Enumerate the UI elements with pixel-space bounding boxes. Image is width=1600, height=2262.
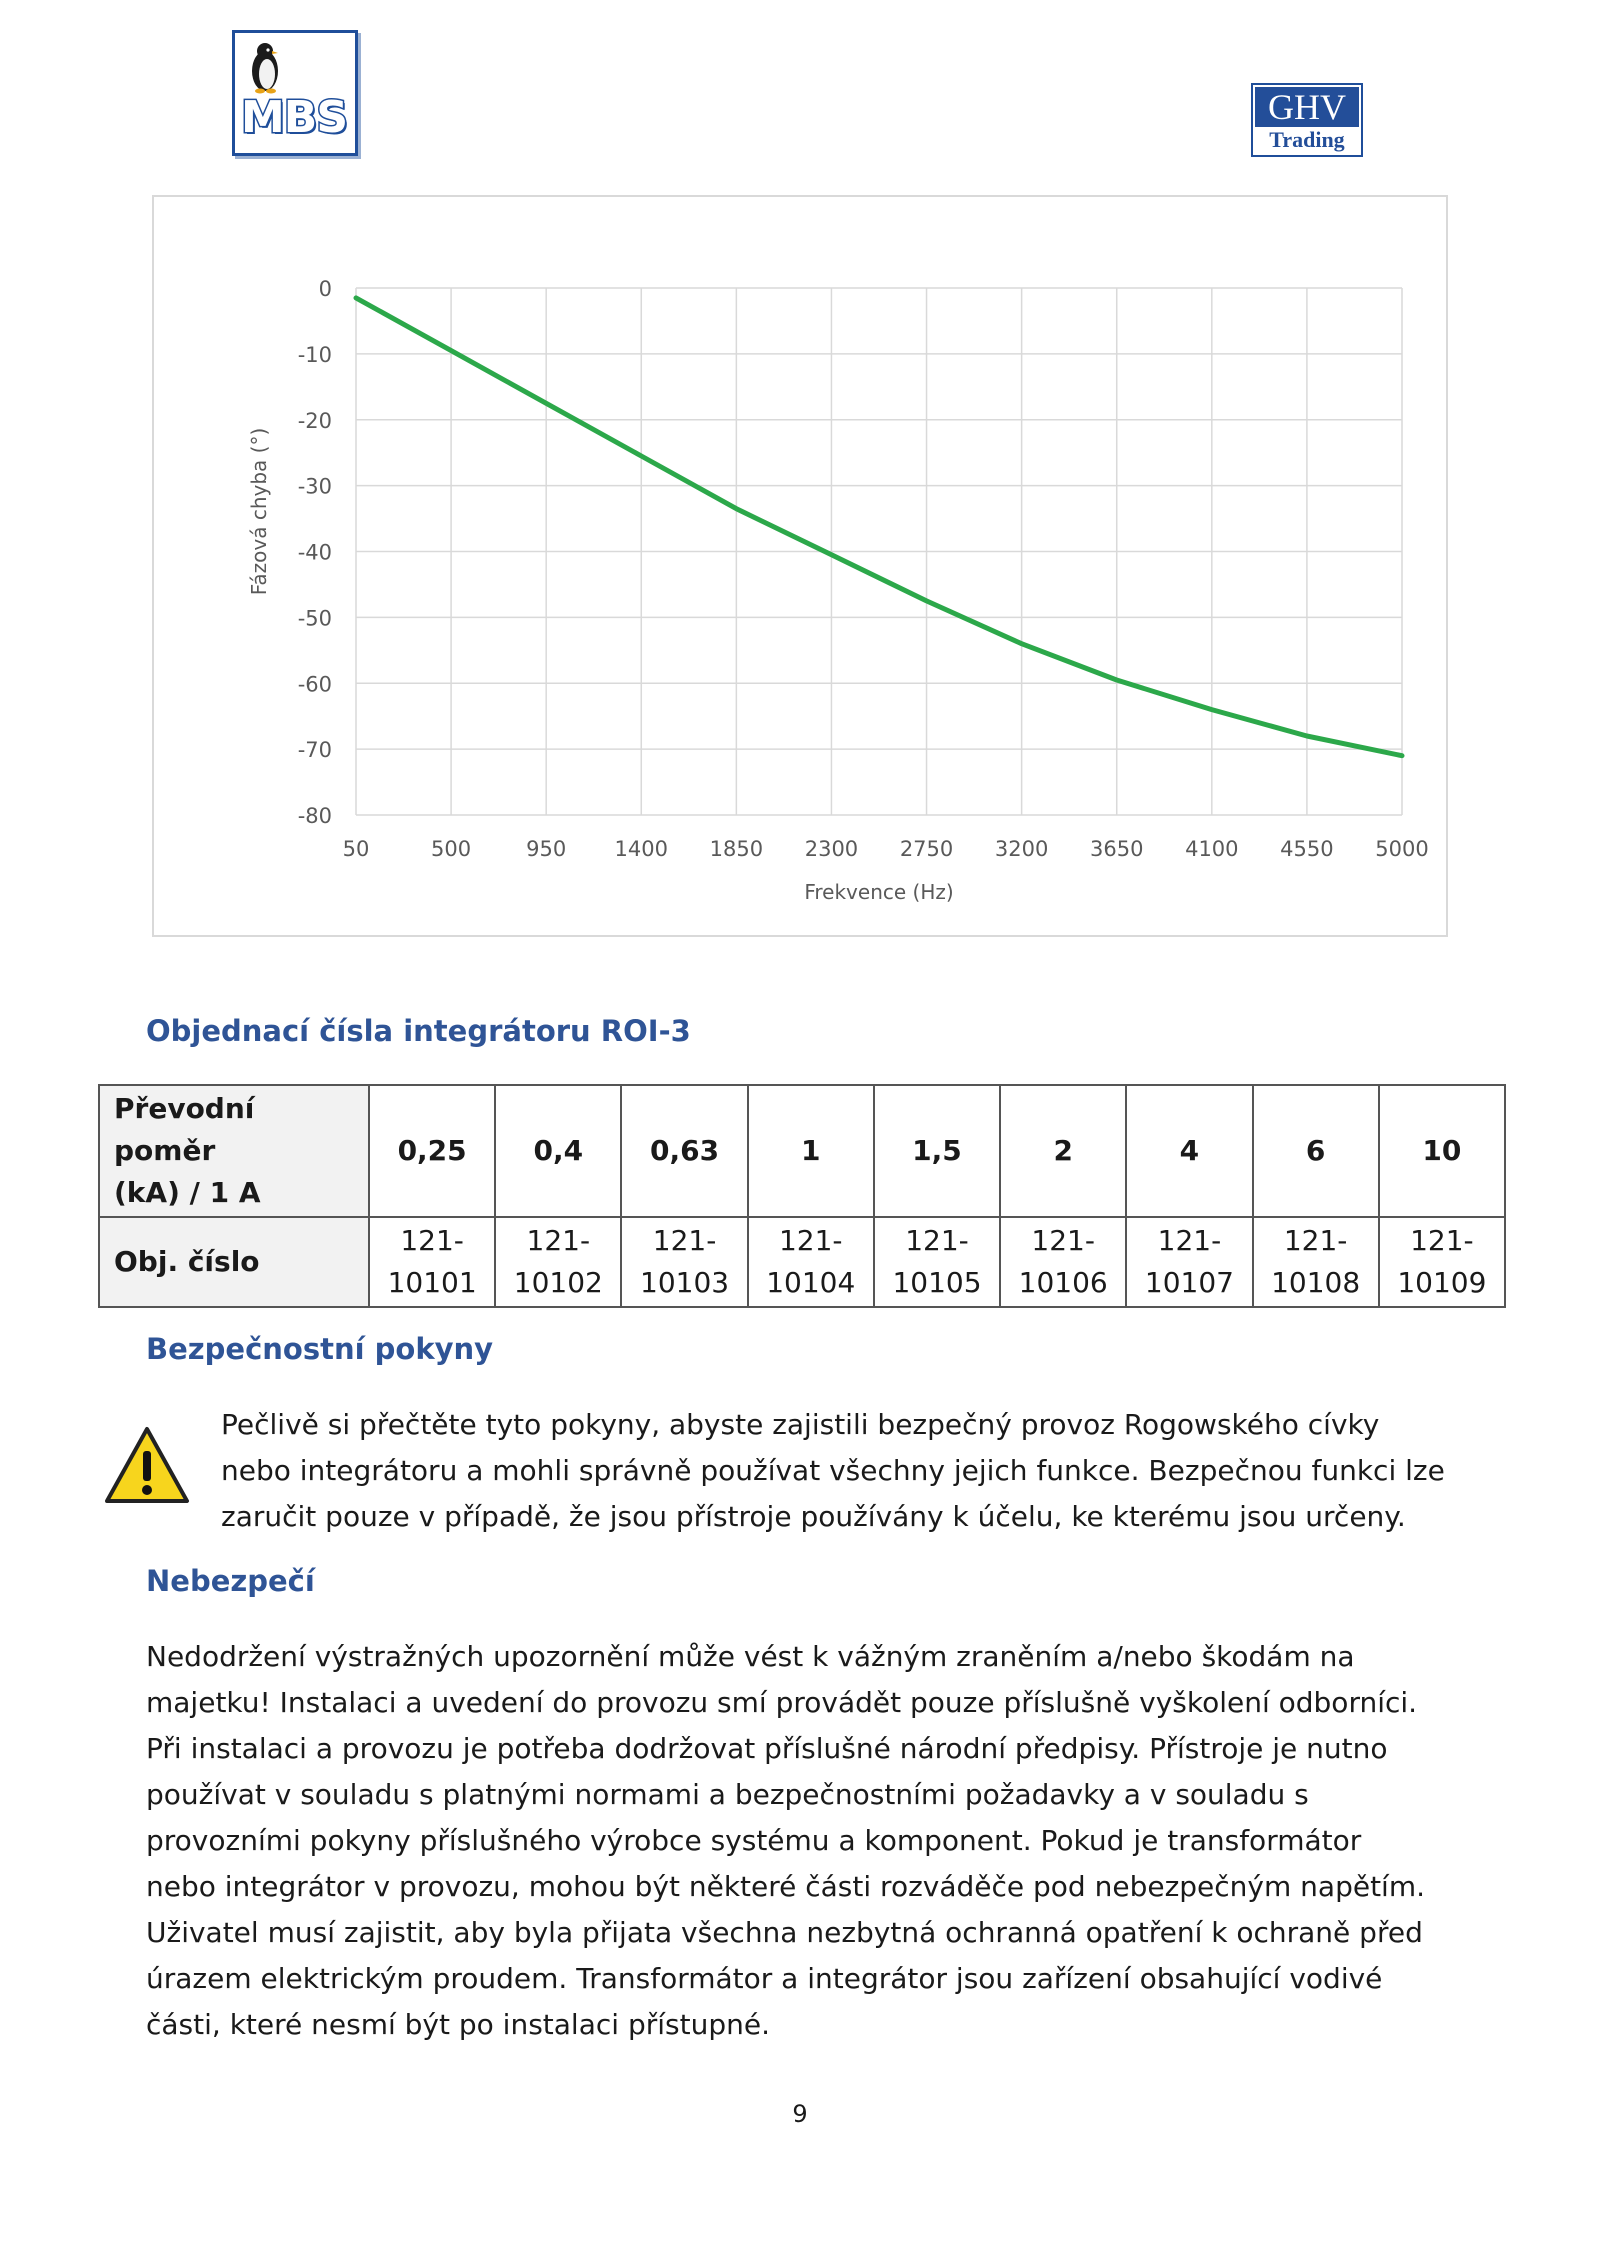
y-tick-label: -60 bbox=[297, 672, 332, 697]
ratio-row-header bbox=[99, 1085, 369, 1217]
order-number-row-header: Obj. číslo bbox=[99, 1217, 369, 1307]
x-tick-label: 4100 bbox=[1185, 837, 1239, 861]
x-axis-title: Frekvence (Hz) bbox=[804, 880, 954, 904]
ratio-cell: 1,5 bbox=[874, 1085, 1000, 1217]
ratio-header-line1: Převodní poměr bbox=[114, 1092, 255, 1167]
order-number-cell: 121- 10106 bbox=[1000, 1217, 1126, 1307]
x-tick-label: 5000 bbox=[1375, 837, 1429, 861]
safety-line: nebo integrátoru a mohli správně používat všechny jejich funkce. Bezpečnou funkci lze bbox=[221, 1454, 1445, 1487]
order-numbers-heading: Objednací čísla integrátoru ROI-3 bbox=[146, 1014, 691, 1048]
mbs-logo-text: MBS bbox=[241, 92, 348, 143]
order-number-cell: 121- 10104 bbox=[748, 1217, 874, 1307]
danger-line: Uživatel musí zajistit, aby byla přijata všechna nezbytná ochranná opatření k ochraně před bbox=[146, 1916, 1423, 1949]
ratio-cell: 4 bbox=[1126, 1085, 1252, 1217]
x-tick-label: 3650 bbox=[1090, 837, 1144, 861]
x-tick-label: 1400 bbox=[614, 837, 668, 861]
y-tick-label: -50 bbox=[297, 606, 332, 631]
table-row-order-number bbox=[99, 1217, 1505, 1307]
chart-canvas bbox=[154, 197, 1446, 935]
safety-paragraph bbox=[221, 1402, 1445, 1540]
ratio-cell: 6 bbox=[1253, 1085, 1379, 1217]
x-tick-label: 3200 bbox=[994, 837, 1049, 861]
y-tick-label: -80 bbox=[297, 804, 332, 828]
warning-triangle-icon bbox=[104, 1425, 190, 1505]
danger-line: majetku! Instalaci a uvedení do provozu smí provádět pouze příslušně vyškolení odborníci. bbox=[146, 1686, 1418, 1719]
x-tick-label: 2300 bbox=[804, 837, 859, 861]
danger-line: Nedodržení výstražných upozornění může vést k vážným zraněním a/nebo škodám na bbox=[146, 1640, 1355, 1673]
order-number-cell: 121- 10108 bbox=[1253, 1217, 1379, 1307]
y-tick-label: -40 bbox=[297, 540, 332, 565]
x-tick-label: 4550 bbox=[1280, 837, 1334, 861]
ghv-logo-text: GHV bbox=[1255, 87, 1359, 127]
y-tick-label: 0 bbox=[318, 277, 332, 301]
y-tick-label: -10 bbox=[297, 342, 332, 367]
x-tick-label: 500 bbox=[431, 837, 472, 861]
ratio-cell: 0,4 bbox=[495, 1085, 621, 1217]
safety-line: Pečlivě si přečtěte tyto pokyny, abyste zajistili bezpečný provoz Rogowského cívky bbox=[221, 1408, 1380, 1441]
series-line bbox=[356, 298, 1402, 756]
penguin-icon bbox=[245, 39, 285, 95]
page-number: 9 bbox=[792, 2100, 808, 2128]
y-axis-title: Fázová chyba (°) bbox=[247, 427, 271, 596]
danger-line: části, které nesmí být po instalaci přístupné. bbox=[146, 2008, 770, 2041]
y-tick-label: -70 bbox=[297, 738, 332, 763]
order-number-cell: 121- 10103 bbox=[621, 1217, 747, 1307]
y-tick-label: -20 bbox=[297, 408, 332, 433]
ghv-trading-logo bbox=[1251, 83, 1363, 157]
x-tick-label: 1850 bbox=[709, 837, 764, 861]
order-numbers-table bbox=[98, 1084, 1506, 1308]
ratio-cell: 2 bbox=[1000, 1085, 1126, 1217]
x-tick-label: 950 bbox=[526, 837, 567, 861]
order-number-cell: 121- 10109 bbox=[1379, 1217, 1505, 1307]
ratio-cell: 0,25 bbox=[369, 1085, 495, 1217]
danger-paragraph bbox=[146, 1634, 1425, 2048]
mbs-logo bbox=[232, 30, 358, 156]
ratio-cell: 0,63 bbox=[621, 1085, 747, 1217]
safety-line: zaručit pouze v případě, že jsou přístroje používány k účelu, ke kterému jsou určeny. bbox=[221, 1500, 1406, 1533]
ratio-header-line2: (kA) / 1 A bbox=[114, 1176, 261, 1209]
x-tick-label: 50 bbox=[342, 837, 370, 861]
table-row-ratio bbox=[99, 1085, 1505, 1217]
order-number-cell: 121- 10107 bbox=[1126, 1217, 1252, 1307]
x-tick-label: 2750 bbox=[899, 837, 954, 861]
ratio-cell: 10 bbox=[1379, 1085, 1505, 1217]
danger-line: nebo integrátor v provozu, mohou být některé části rozváděče pod nebezpečným napětím. bbox=[146, 1870, 1426, 1903]
ratio-cell: 1 bbox=[748, 1085, 874, 1217]
phase-error-chart bbox=[152, 195, 1448, 937]
y-tick-label: -30 bbox=[297, 474, 332, 499]
order-number-cell: 121- 10105 bbox=[874, 1217, 1000, 1307]
order-number-cell: 121- 10101 bbox=[369, 1217, 495, 1307]
danger-line: Při instalaci a provozu je potřeba dodržovat příslušné národní předpisy. Přístroje je nutno bbox=[146, 1732, 1388, 1765]
trading-logo-text: Trading bbox=[1269, 127, 1345, 152]
danger-line: používat v souladu s platnými normami a bezpečnostními požadavky a v souladu s bbox=[146, 1778, 1309, 1811]
danger-heading: Nebezpečí bbox=[146, 1564, 315, 1598]
danger-line: provozními pokyny příslušného výrobce systému a komponent. Pokud je transformátor bbox=[146, 1824, 1362, 1857]
order-number-cell: 121- 10102 bbox=[495, 1217, 621, 1307]
safety-heading: Bezpečnostní pokyny bbox=[146, 1332, 494, 1366]
danger-line: úrazem elektrickým proudem. Transformátor a integrátor jsou zařízení obsahující vodivé bbox=[146, 1962, 1383, 1995]
